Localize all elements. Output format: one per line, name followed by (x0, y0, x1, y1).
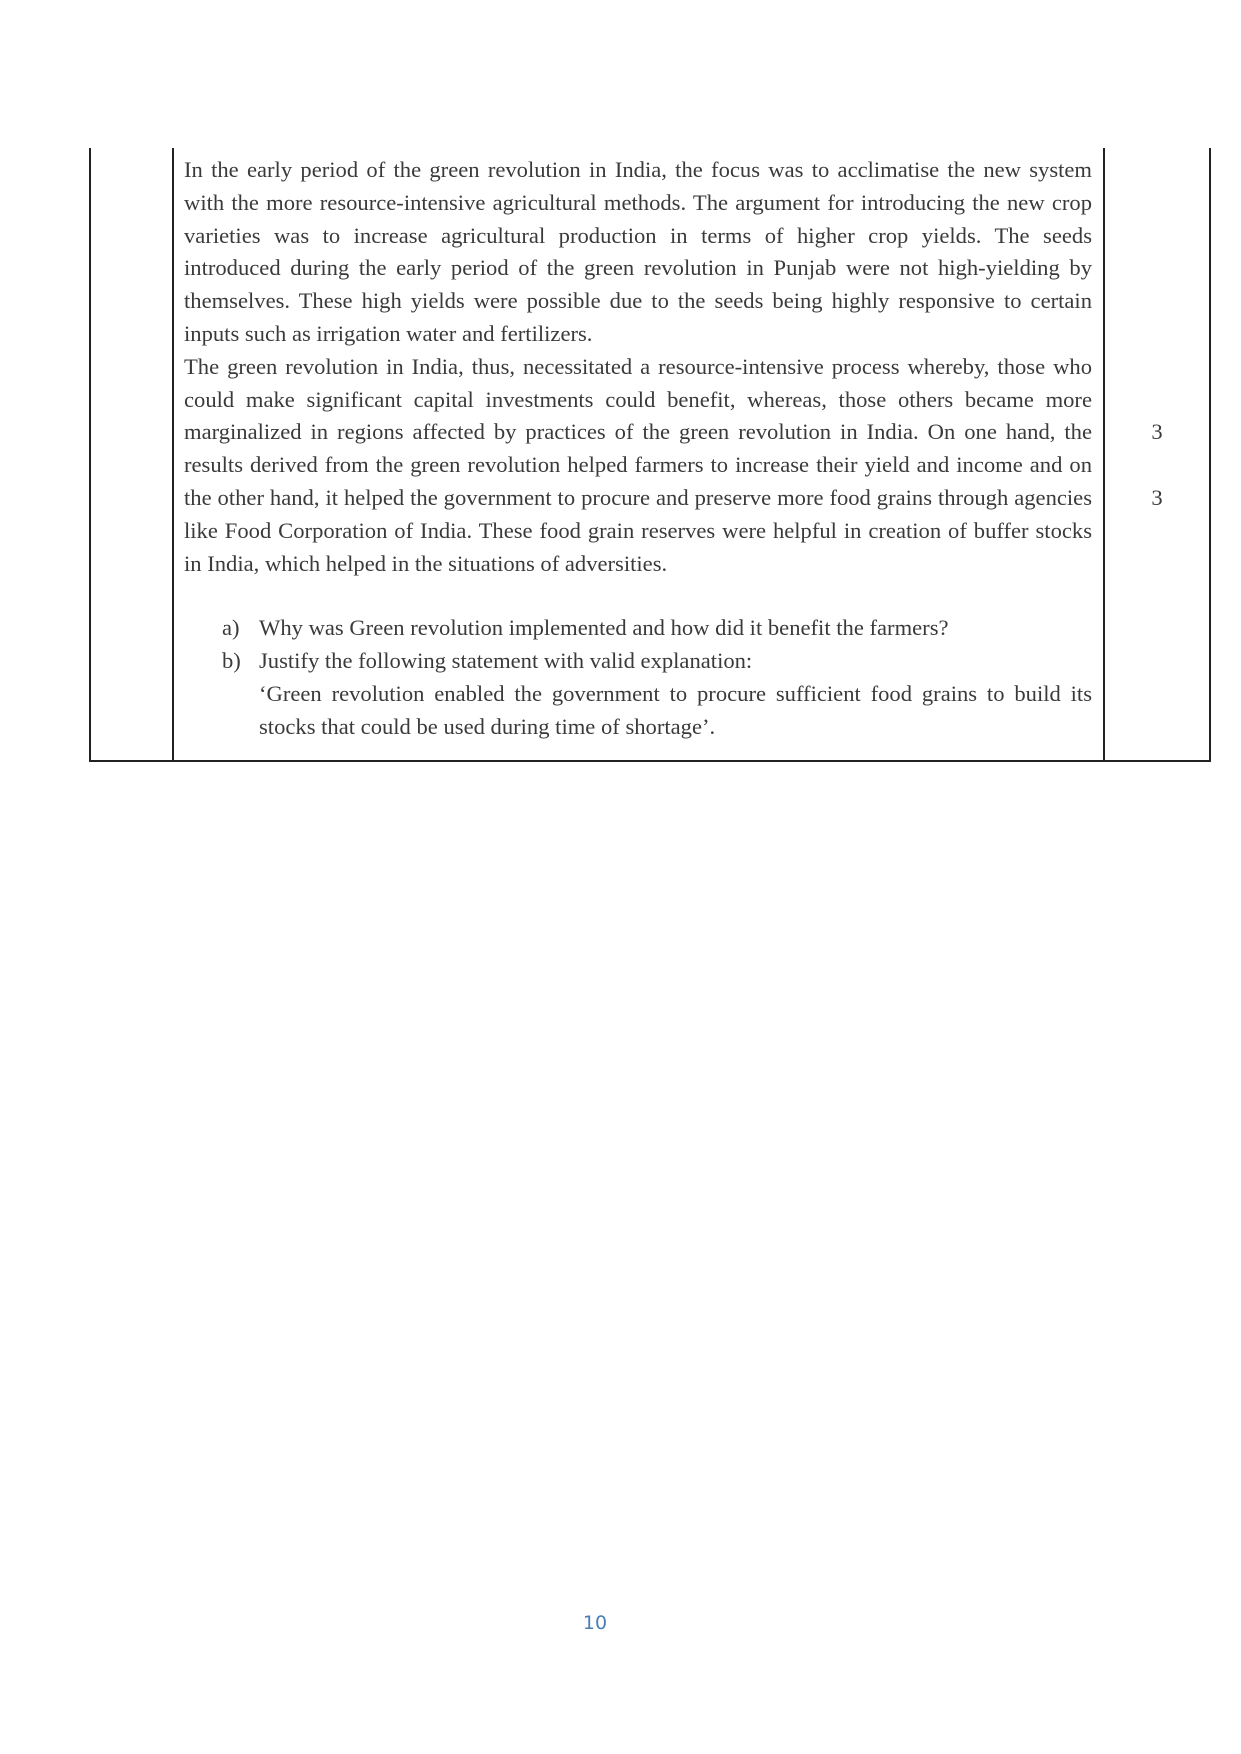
sub-question-list (184, 612, 1092, 743)
question-content (184, 154, 1092, 744)
passage-paragraph: In the early period of the green revolution in India, the focus was to acclimatise the new system with the more resource-intensive agricultural methods. The argument for introducing the new crop varieties was to increase agricultural production in terms of higher crop yields. The seeds introduced during the early period of the green revolution in Punjab were not high-yielding by themselves. These high yields were possible due to the seeds being highly responsive to certain inputs such as irrigation water and fertilizers. (184, 157, 1092, 346)
table-divider-marks-column (1103, 148, 1105, 762)
table-border-left (89, 148, 91, 762)
sub-question-label: b) (222, 648, 241, 674)
sub-question-text: Justify the following statement with valid explanation: (259, 648, 753, 674)
marks-value: 3 (1151, 419, 1163, 444)
page-number: 10 (582, 1612, 608, 1634)
quoted-statement: ‘Green revolution enabled the government to procure sufficient food grains to build its stocks that could be used during time of shortage’. (259, 680, 1092, 739)
sub-question-a (184, 612, 1092, 645)
sub-question-b (184, 645, 1092, 743)
question-table (89, 148, 1211, 762)
sub-question-label: a) (222, 615, 240, 641)
marks-value: 3 (1151, 485, 1163, 510)
table-divider-number-column (172, 148, 174, 762)
table-border-right (1209, 148, 1211, 762)
sub-question-text: Why was Green revolution implemented and how did it benefit the farmers? (259, 615, 949, 641)
passage-paragraph: The green revolution in India, thus, necessitated a resource-intensive process whereby, those who could make significant capital investments could benefit, whereas, those others became more marginalized in regions affected by practices of the green revolution in India. On one hand, the results derived from the green revolution helped farmers to increase their yield and income and on the other hand, it helped the government to procure and preserve more food grains through agencies like Food Corporation of India. These food grain reserves were helpful in creation of buffer stocks in India, which helped in the situations of adversities. (184, 353, 1092, 576)
